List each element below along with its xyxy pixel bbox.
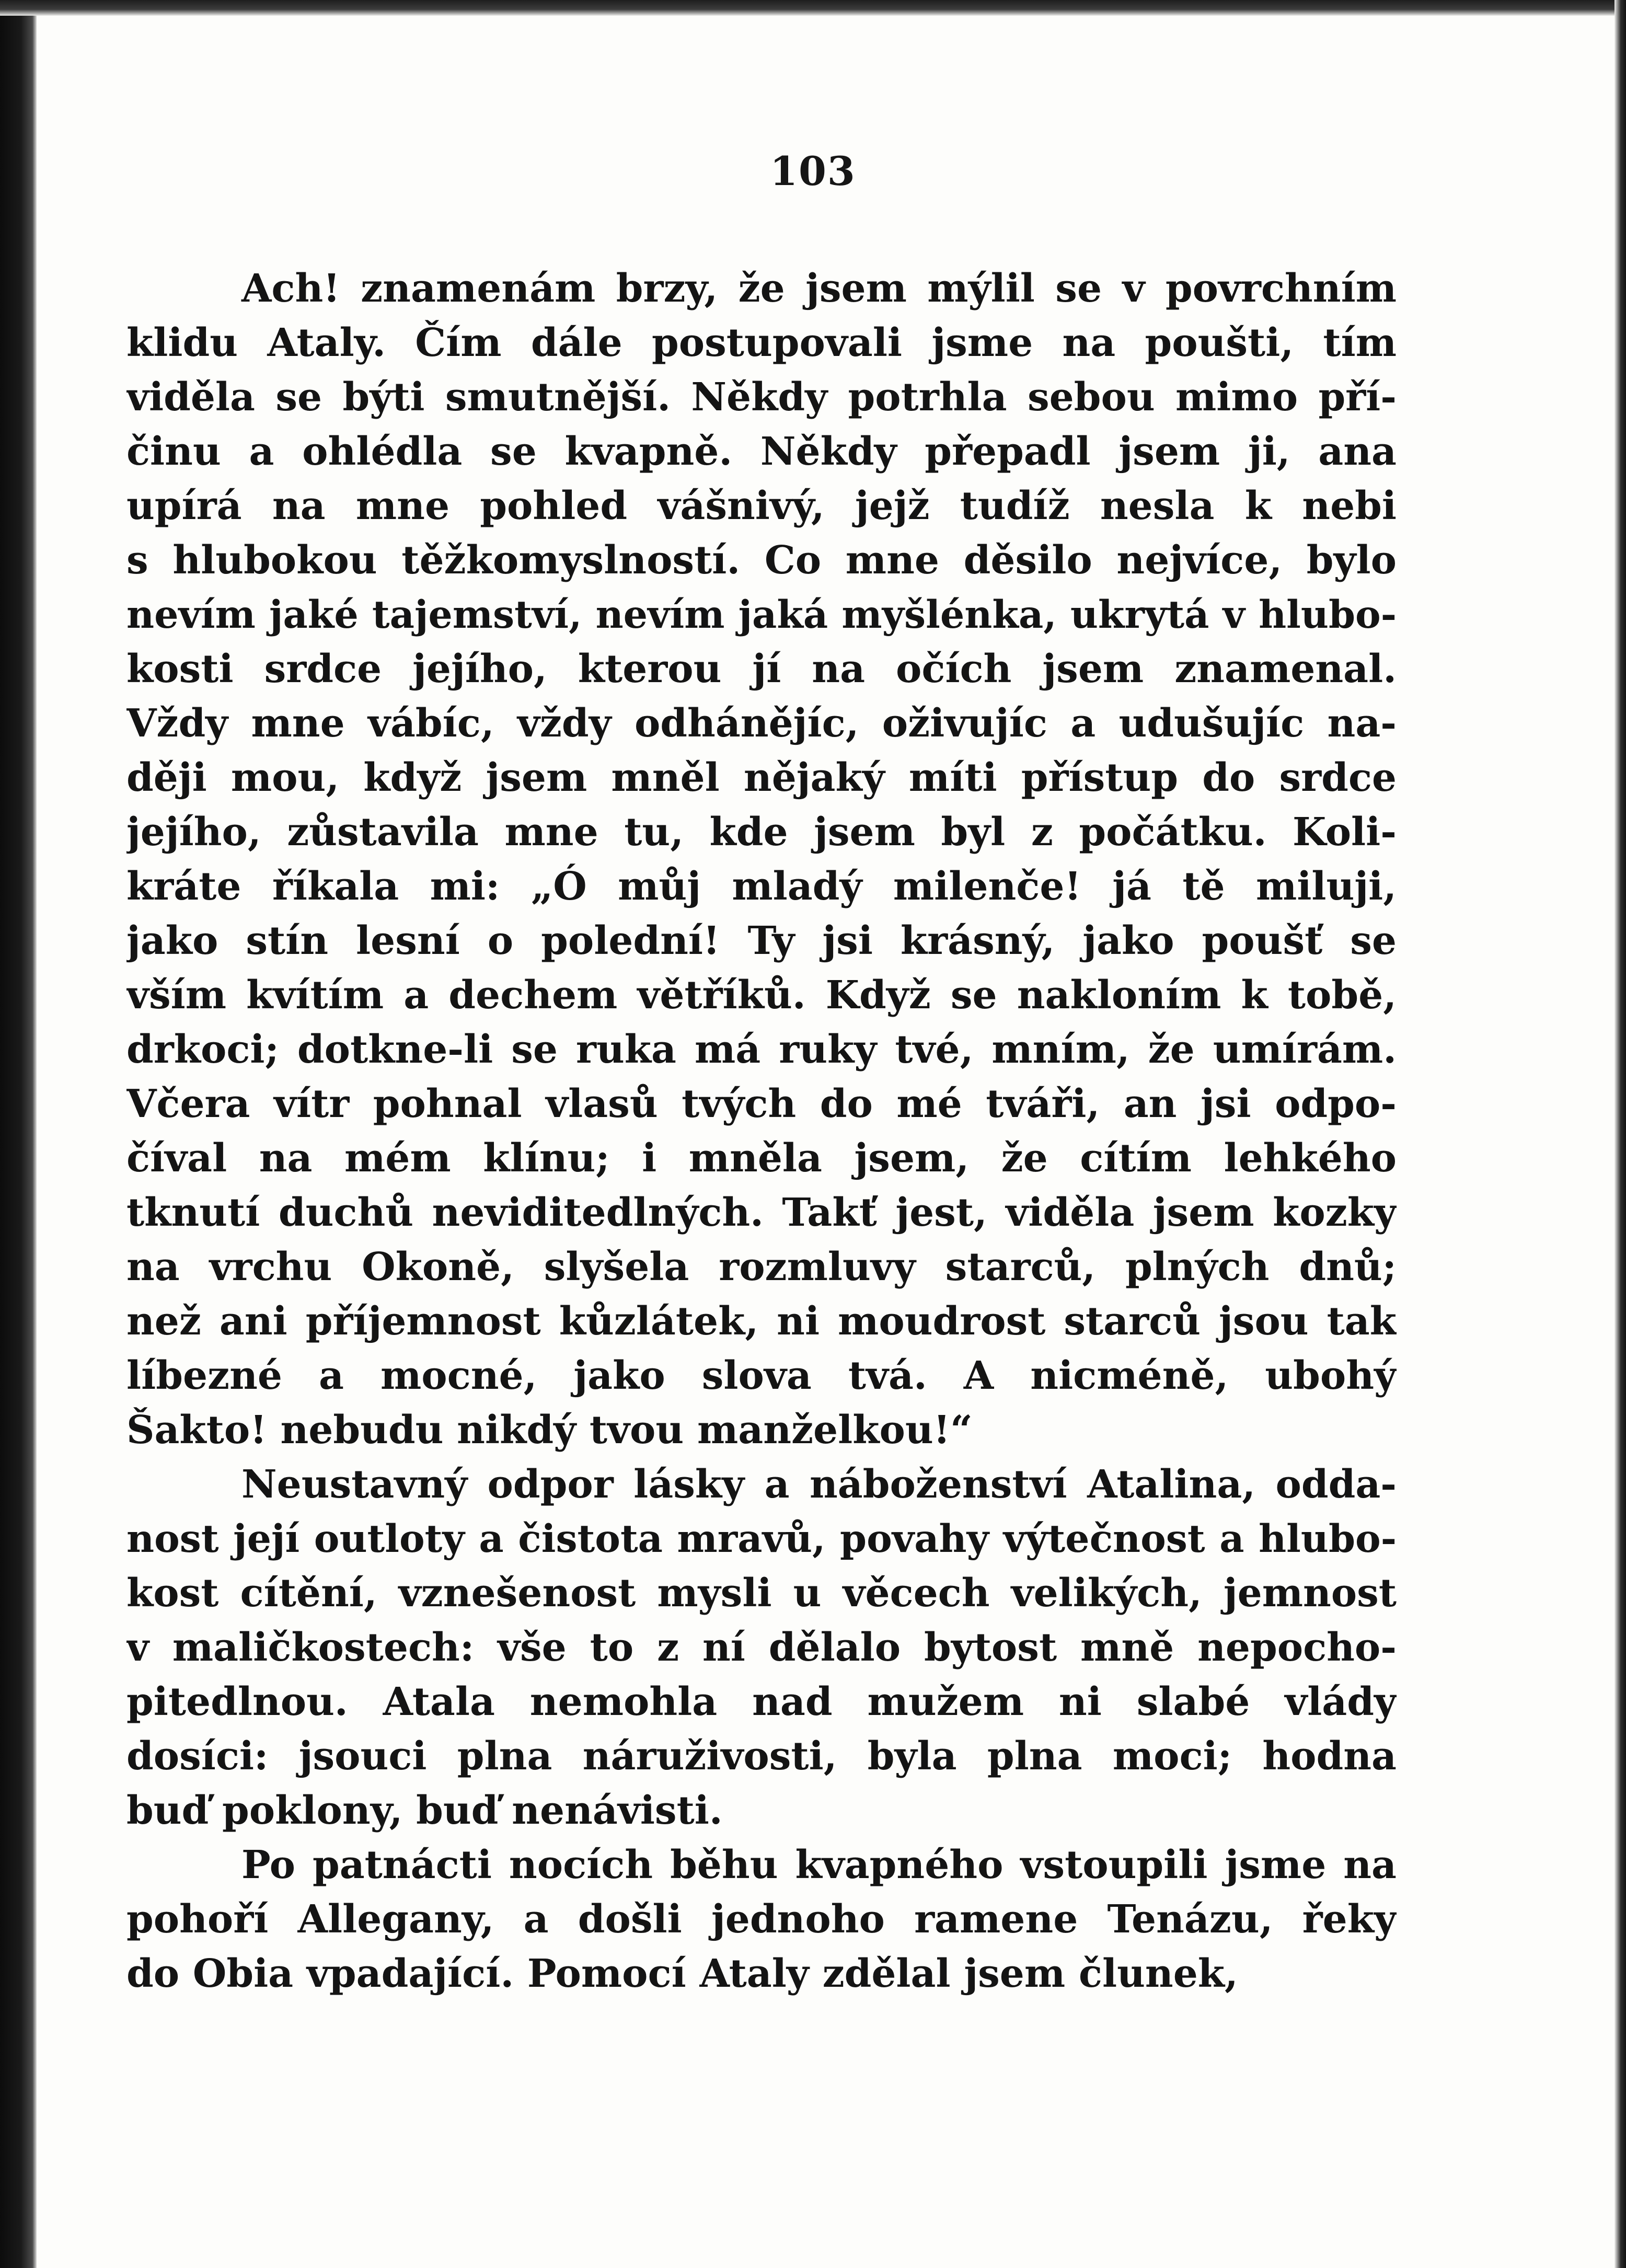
text-line: tknutí duchů neviditedlných. Takť jest, viděla jsem kozky bbox=[126, 1190, 1397, 1235]
text-line: na vrchu Okoně, slyšela rozmluvy starců, plných dnů; bbox=[126, 1245, 1397, 1290]
text-line: v maličkostech: vše to z ní dělalo bytost mně nepocho- bbox=[126, 1625, 1397, 1670]
page-number: 103 bbox=[770, 148, 856, 194]
text-line: jejího, zůstavila mne tu, kde jsem byl z počátku. Koli- bbox=[126, 810, 1397, 855]
left-binding-edge bbox=[0, 0, 37, 2268]
paragraph bbox=[126, 1457, 1397, 1838]
text-line: nevím jaké tajemství, nevím jaká myšlénka, ukrytá v hlubo- bbox=[126, 592, 1397, 637]
text-line: vším kvítím a dechem větříků. Když se nakloním k tobě, bbox=[126, 973, 1397, 1018]
text-line: drkoci; dotkne-li se ruka má ruky tvé, mním, že umírám. bbox=[126, 1027, 1397, 1072]
text-line: dosíci: jsouci plna náruživosti, byla plna moci; hodna bbox=[126, 1734, 1397, 1779]
text-line: nost její outloty a čistota mravů, povahy výtečnost a hlubo- bbox=[126, 1516, 1397, 1561]
text-line: buď poklony, buď nenávisti. bbox=[126, 1788, 723, 1833]
paragraph bbox=[126, 261, 1397, 1457]
text-line: pitedlnou. Atala nemohla nad mužem ni slabé vlády bbox=[126, 1679, 1397, 1724]
text-line: Šakto! nebudu nikdý tvou manželkou!“ bbox=[126, 1408, 973, 1453]
text-line: Po patnácti nocích běhu kvapného vstoupili jsme na bbox=[241, 1843, 1397, 1887]
text-line: kosti srdce jejího, kterou jí na očích jsem znamenal. bbox=[126, 647, 1397, 692]
text-line: kráte říkala mi: „Ó můj mladý milenče! já tě miluji, bbox=[126, 864, 1397, 909]
paragraph bbox=[126, 1838, 1397, 2001]
text-line: upírá na mne pohled vášnivý, jejž tudíž nesla k nebi bbox=[126, 483, 1397, 528]
text-line: ději mou, když jsem mněl nějaký míti přístup do srdce bbox=[126, 755, 1397, 800]
text-line: jako stín lesní o polední! Ty jsi krásný, jako poušť se bbox=[126, 918, 1397, 963]
text-line: Ach! znamenám brzy, že jsem mýlil se v povrchním bbox=[241, 266, 1397, 311]
text-line: s hlubokou těžkomyslností. Co mne děsilo nejvíce, bylo bbox=[126, 538, 1397, 583]
text-line: viděla se býti smutnější. Někdy potrhla sebou mimo pří- bbox=[126, 375, 1397, 420]
text-line: číval na mém klínu; i mněla jsem, že cítím lehkého bbox=[126, 1136, 1397, 1181]
text-line: Neustavný odpor lásky a náboženství Atalina, odda- bbox=[241, 1462, 1397, 1507]
text-line: líbezné a mocné, jako slova tvá. A nicméně, ubohý bbox=[126, 1353, 1397, 1398]
text-line: kost cítění, vznešenost mysli u věcech velikých, jemnost bbox=[126, 1571, 1397, 1616]
text-line: než ani příjemnost kůzlátek, ni moudrost starců jsou tak bbox=[126, 1299, 1397, 1344]
text-line: Včera vítr pohnal vlasů tvých do mé tváři, an jsi odpo- bbox=[126, 1081, 1397, 1126]
body-text bbox=[126, 261, 1397, 2001]
right-edge bbox=[1615, 0, 1626, 2268]
top-edge bbox=[0, 0, 1626, 16]
text-line: klidu Ataly. Čím dále postupovali jsme na poušti, tím bbox=[126, 320, 1397, 365]
text-line: do Obia vpadající. Pomocí Ataly zdělal jsem člunek, bbox=[126, 1951, 1238, 1996]
text-line: pohoří Allegany, a došli jednoho ramene Tenázu, řeky bbox=[126, 1897, 1397, 1942]
text-line: Vždy mne vábíc, vždy odhánějíc, oživujíc a udušujíc na- bbox=[126, 701, 1397, 746]
text-line: činu a ohlédla se kvapně. Někdy přepadl jsem ji, ana bbox=[126, 429, 1397, 474]
